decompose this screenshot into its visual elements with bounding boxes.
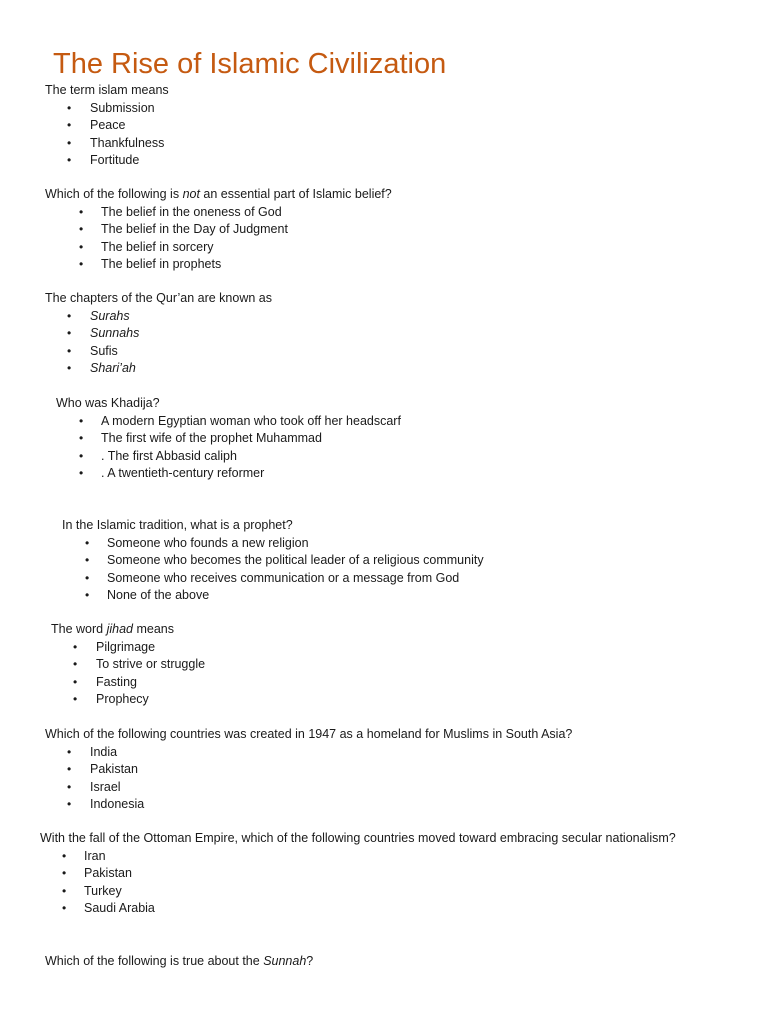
answer-option-text: Shari’ah: [90, 361, 136, 375]
answer-option-text: Someone who becomes the political leader of a religious community: [107, 553, 484, 567]
answer-option: [0, 152, 169, 170]
bullet-icon: •: [79, 448, 84, 463]
answer-option-text: Someone who receives communication or a message from God: [107, 570, 460, 585]
bullet-icon: •: [73, 674, 78, 689]
answer-option: [0, 552, 484, 570]
answer-option: [0, 900, 676, 918]
question-prompt: Which of the following countries was created in 1947 as a homeland for Muslims in South Asia?: [45, 727, 573, 741]
answer-options: [0, 308, 272, 378]
answer-option-text: . The first Abbasid caliph: [101, 448, 237, 463]
bullet-icon: •: [67, 153, 72, 167]
answer-options: [0, 413, 401, 483]
bullet-icon: •: [85, 570, 90, 585]
question-block: [0, 830, 676, 918]
answer-option: [0, 779, 572, 797]
answer-option-text: The belief in the oneness of God: [101, 204, 282, 219]
answer-option: [0, 656, 206, 674]
answer-option: [0, 117, 169, 135]
answer-options: [0, 100, 169, 170]
answer-option: [0, 448, 237, 466]
bullet-icon: •: [67, 100, 72, 115]
answer-option: [0, 239, 392, 257]
answer-option: [0, 100, 169, 118]
answer-option-text: The belief in sorcery: [101, 239, 214, 254]
answer-option-text: Prophecy: [96, 692, 149, 706]
question-block: [0, 953, 313, 971]
answer-options: [0, 639, 206, 709]
question-prompt: Which of the following is not an essential part of Islamic belief?: [45, 187, 392, 201]
answer-option-text: Sunnahs: [90, 326, 140, 340]
bullet-icon: •: [67, 135, 72, 150]
answer-option-text: Turkey: [84, 883, 122, 898]
bullet-icon: •: [79, 222, 84, 236]
bullet-icon: •: [73, 692, 78, 706]
bullet-icon: •: [79, 431, 84, 445]
answer-option: [0, 256, 392, 274]
answer-option: [0, 587, 293, 605]
answer-option: [0, 465, 265, 483]
answer-option-text: To strive or struggle: [96, 657, 206, 671]
bullet-icon: •: [73, 639, 78, 654]
answer-option: [0, 744, 572, 762]
question-prompt: In the Islamic tradition, what is a prophet?: [62, 518, 293, 532]
answer-option: [0, 570, 460, 588]
answer-option-text: The belief in the Day of Judgment: [101, 222, 288, 236]
answer-option: [0, 135, 169, 153]
answer-option: [0, 865, 676, 883]
question-block: [0, 726, 572, 814]
answer-option-text: Peace: [90, 118, 126, 132]
question-prompt: Which of the following is true about the Sunnah?: [45, 954, 314, 968]
bullet-icon: •: [85, 553, 90, 567]
answer-option-text: Submission: [90, 100, 155, 115]
answer-option: [0, 308, 272, 326]
answer-option: [0, 883, 676, 901]
question-prompt: The word jihad means: [51, 622, 175, 636]
answer-option: [0, 796, 572, 814]
question-block: [0, 621, 206, 709]
bullet-icon: •: [79, 239, 84, 254]
answer-option-text: Pilgrimage: [96, 639, 156, 654]
answer-option-text: Fasting: [96, 674, 137, 689]
answer-option-text: Thankfulness: [90, 135, 165, 150]
bullet-icon: •: [85, 588, 90, 602]
answer-option-text: Pakistan: [90, 762, 138, 776]
answer-option-text: Surahs: [90, 308, 130, 323]
bullet-icon: •: [67, 779, 72, 794]
question-prompt: Who was Khadija?: [56, 396, 160, 410]
answer-option-text: . A twentieth-century reformer: [101, 466, 265, 480]
answer-option-text: Iran: [84, 848, 106, 863]
answer-options: [0, 204, 392, 274]
answer-option: [0, 360, 272, 378]
answer-option-text: Pakistan: [84, 866, 132, 880]
question-prompt: With the fall of the Ottoman Empire, which of the following countries moved toward embracing secular nationalism?: [40, 831, 676, 845]
answer-option: [0, 430, 322, 448]
question-block: [0, 82, 169, 170]
bullet-icon: •: [67, 308, 72, 323]
bullet-icon: •: [79, 466, 84, 480]
bullet-icon: •: [62, 866, 67, 880]
bullet-icon: •: [62, 848, 67, 863]
answer-option-text: A modern Egyptian woman who took off her headscarf: [101, 413, 401, 428]
answer-option-text: Someone who founds a new religion: [107, 535, 309, 550]
question-block: [0, 517, 484, 605]
answer-option-text: The first wife of the prophet Muhammad: [101, 431, 322, 445]
answer-options: [0, 848, 676, 918]
bullet-icon: •: [62, 883, 67, 898]
answer-option-text: Fortitude: [90, 153, 140, 167]
question-block: [0, 186, 392, 274]
bullet-icon: •: [79, 257, 84, 271]
answer-option: [0, 325, 272, 343]
answer-option-text: None of the above: [107, 588, 210, 602]
question-block: [0, 290, 272, 378]
answer-option-text: Israel: [90, 779, 121, 794]
answer-option: [0, 343, 272, 361]
bullet-icon: •: [62, 901, 67, 915]
question-prompt: The chapters of the Qur’an are known as: [45, 291, 272, 305]
bullet-icon: •: [79, 413, 84, 428]
answer-option: [0, 204, 392, 222]
bullet-icon: •: [79, 204, 84, 219]
bullet-icon: •: [67, 744, 72, 759]
bullet-icon: •: [67, 326, 72, 340]
bullet-icon: •: [67, 797, 72, 811]
answer-option: [0, 413, 401, 431]
answer-option: [0, 761, 572, 779]
bullet-icon: •: [67, 118, 72, 132]
answer-option: [0, 535, 309, 553]
bullet-icon: •: [73, 657, 78, 671]
answer-options: [0, 535, 484, 605]
answer-option: [0, 674, 174, 692]
answer-option-text: The belief in prophets: [101, 257, 222, 271]
question-block: [0, 395, 401, 483]
bullet-icon: •: [67, 762, 72, 776]
answer-option: [0, 221, 392, 239]
bullet-icon: •: [67, 343, 72, 358]
question-prompt: The term islam means: [45, 83, 169, 97]
answer-option: [0, 639, 174, 657]
bullet-icon: •: [85, 535, 90, 550]
answer-option-text: Indonesia: [90, 797, 145, 811]
document-title: The Rise of Islamic Civilization: [53, 48, 447, 80]
answer-option: [0, 691, 174, 709]
answer-option-text: Saudi Arabia: [84, 901, 155, 915]
answer-option-text: Sufis: [90, 343, 118, 358]
answer-option-text: India: [90, 744, 118, 759]
bullet-icon: •: [67, 361, 72, 375]
answer-option: [0, 848, 676, 866]
answer-options: [0, 744, 572, 814]
